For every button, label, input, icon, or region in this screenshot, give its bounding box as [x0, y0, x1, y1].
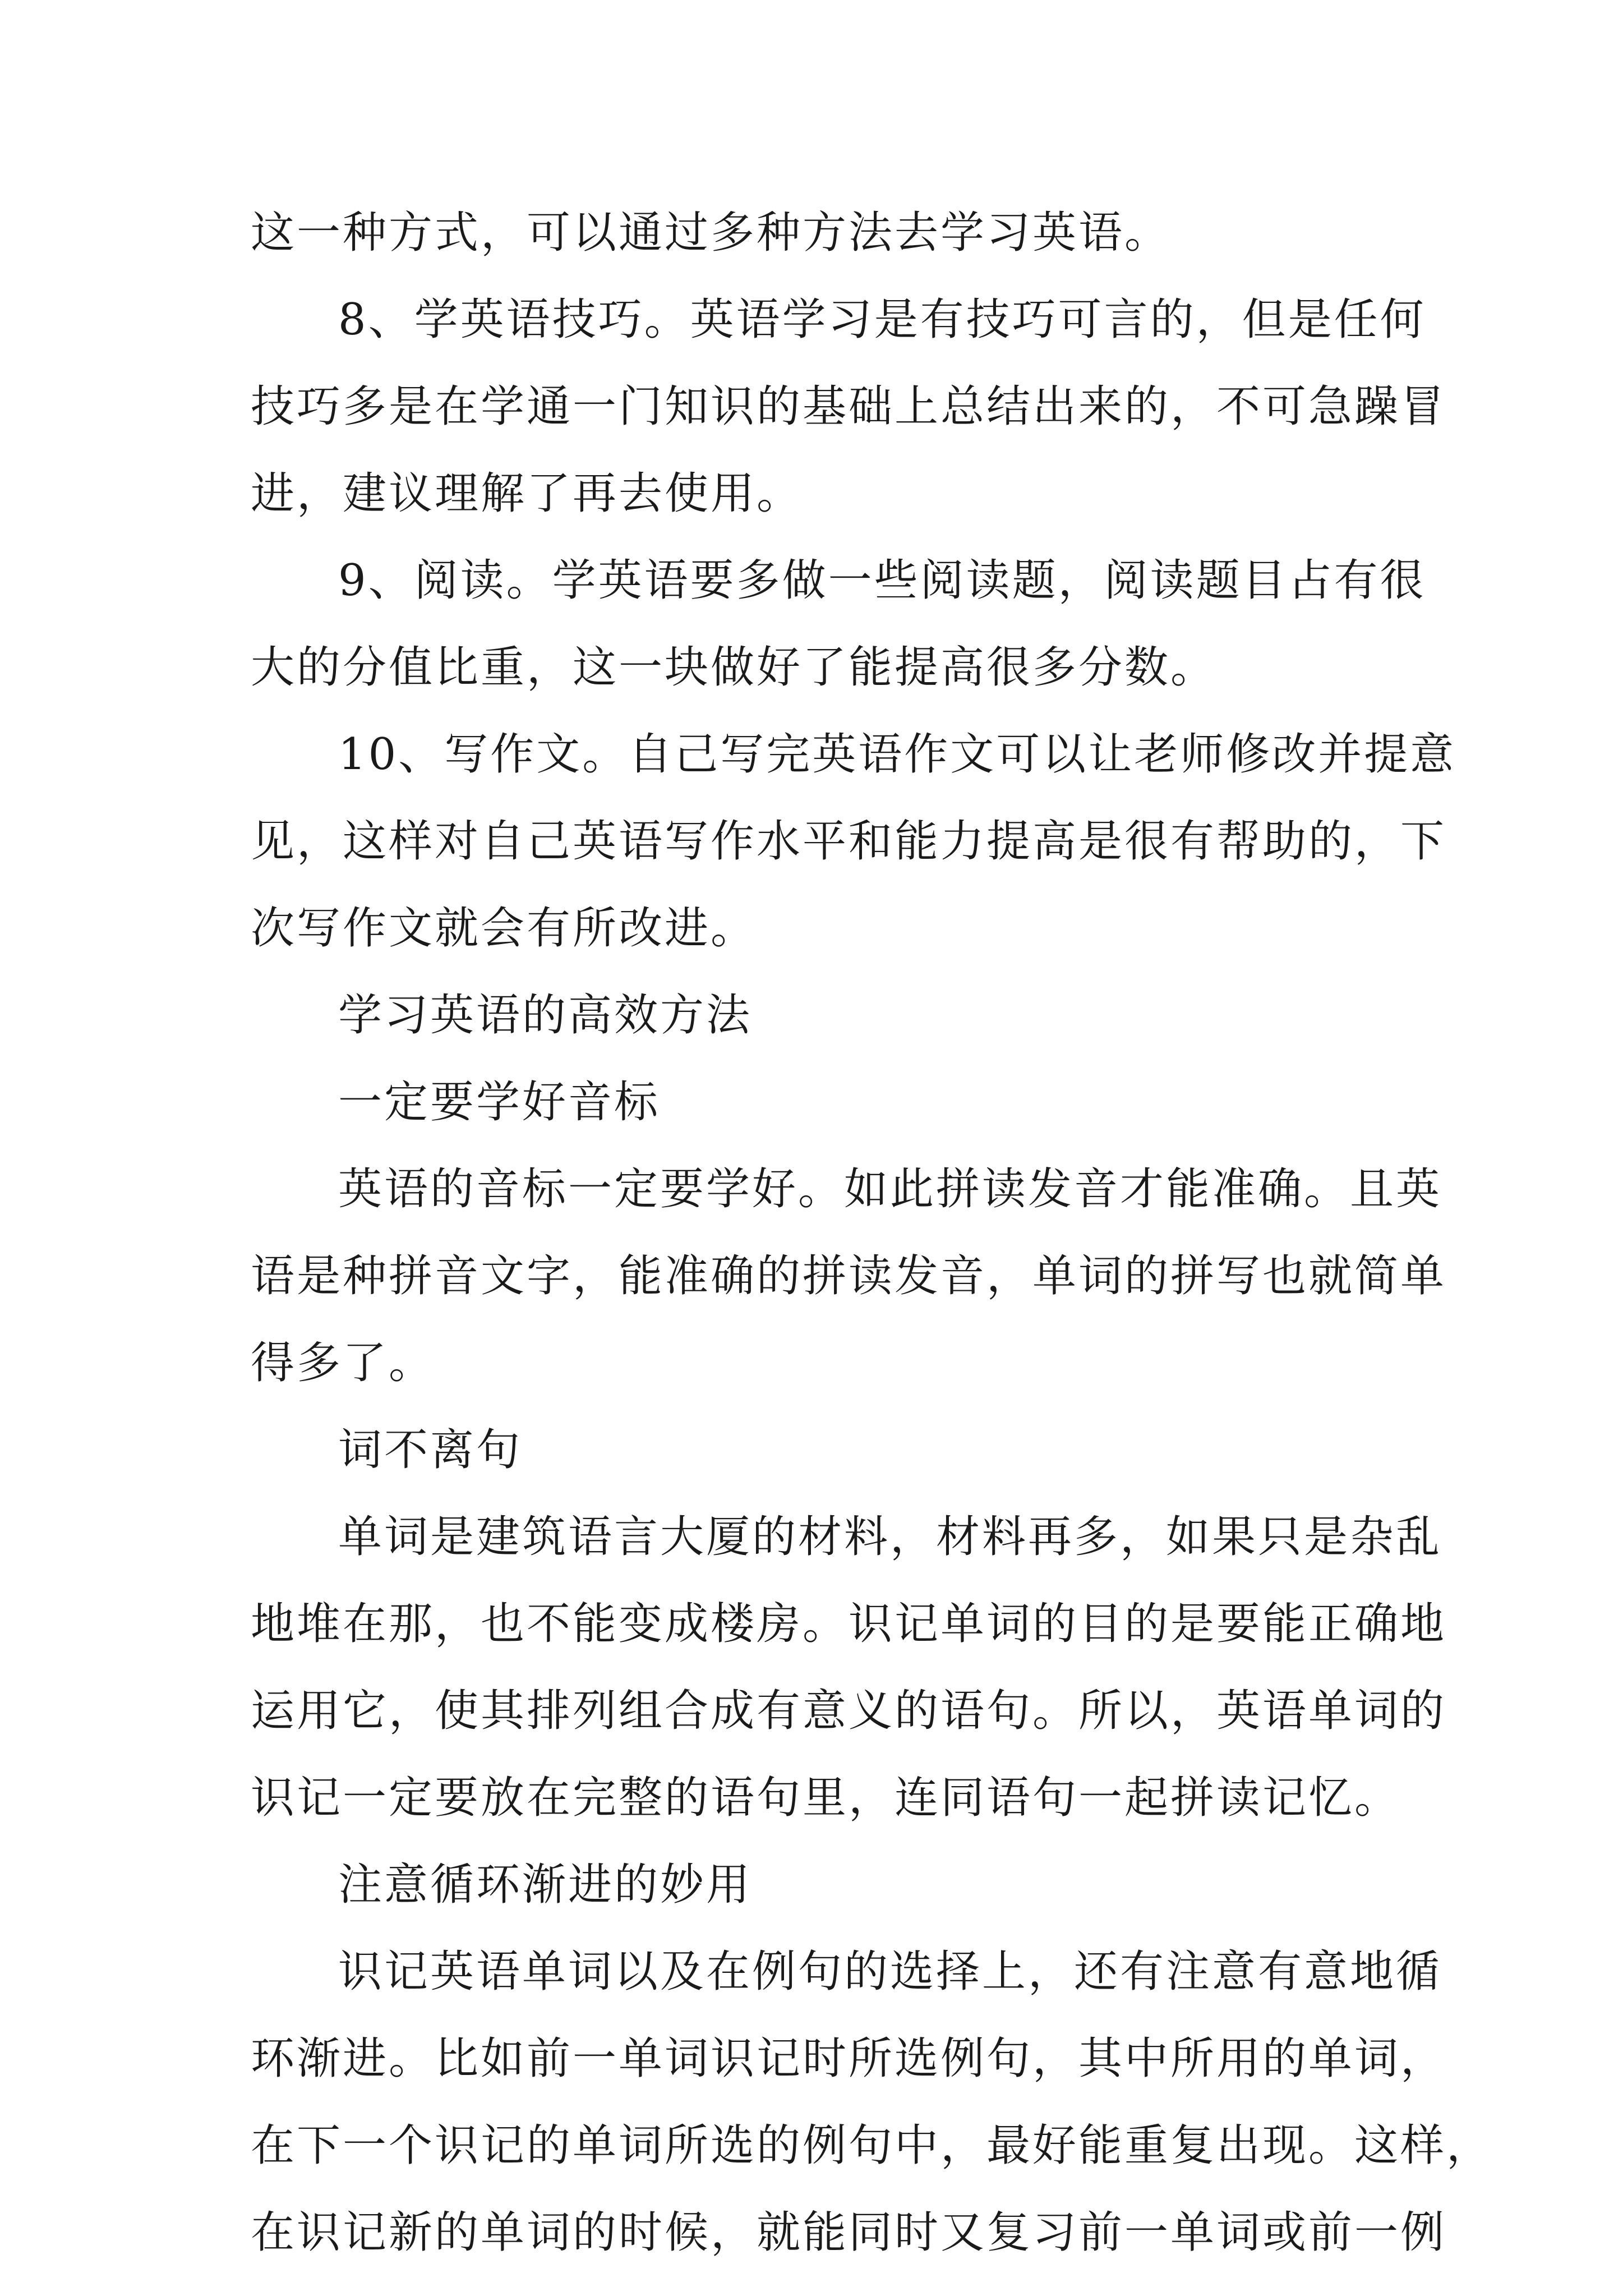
text-line-1: 这一种方式，可以通过多种方法去学习英语。	[251, 208, 1171, 258]
text-line-21: 识记英语单词以及在例句的选择上，还有注意有意地循	[338, 1947, 1442, 1997]
text-line-16: 单词是建筑语言大厦的材料，材料再多，如果只是杂乱	[338, 1512, 1442, 1562]
text-line-7: 10、写作文。自己写完英语作文可以让老师修改并提意	[338, 729, 1456, 780]
text-line-4: 进，建议理解了再去使用。	[251, 468, 803, 519]
text-line-9: 次写作文就会有所改进。	[251, 903, 757, 954]
text-line-14: 得多了。	[251, 1338, 435, 1388]
subheading-words-in-sentences: 词不离句	[338, 1425, 523, 1475]
document-body	[251, 190, 1493, 2276]
subheading-gradual-progress: 注意循环渐进的妙用	[338, 1860, 753, 1910]
text-line-18: 运用它，使其排列组合成有意义的语句。所以，英语单词的	[251, 1686, 1447, 1736]
text-line-3: 技巧多是在学通一门知识的基础上总结出来的，不可急躁冒	[251, 381, 1447, 432]
section-heading: 学习英语的高效方法	[338, 990, 753, 1041]
text-line-13: 语是种拼音文字，能准确的拼读发音，单词的拼写也就简单	[251, 1251, 1447, 1301]
text-line-2: 8、学英语技巧。英语学习是有技巧可言的，但是任何	[338, 295, 1426, 345]
text-line-23: 在下一个识记的单词所选的例句中，最好能重复出现。这样，	[251, 2120, 1493, 2171]
text-line-6: 大的分值比重，这一块做好了能提高很多分数。	[251, 642, 1217, 693]
text-line-5: 9、阅读。学英语要多做一些阅读题，阅读题目占有很	[338, 555, 1426, 606]
text-line-17: 地堆在那，也不能变成楼房。识记单词的目的是要能正确地	[251, 1599, 1447, 1649]
text-line-8: 见，这样对自己英语写作水平和能力提高是很有帮助的，下	[251, 816, 1447, 867]
subheading-phonetics: 一定要学好音标	[338, 1077, 661, 1128]
text-line-24: 在识记新的单词的时候，就能同时又复习前一单词或前一例	[251, 2207, 1447, 2258]
text-line-19: 识记一定要放在完整的语句里，连同语句一起拼读记忆。	[251, 1773, 1401, 1823]
text-line-22: 环渐进。比如前一单词识记时所选例句，其中所用的单词，	[251, 2033, 1447, 2084]
text-line-12: 英语的音标一定要学好。如此拼读发音才能准确。且英	[338, 1164, 1442, 1214]
